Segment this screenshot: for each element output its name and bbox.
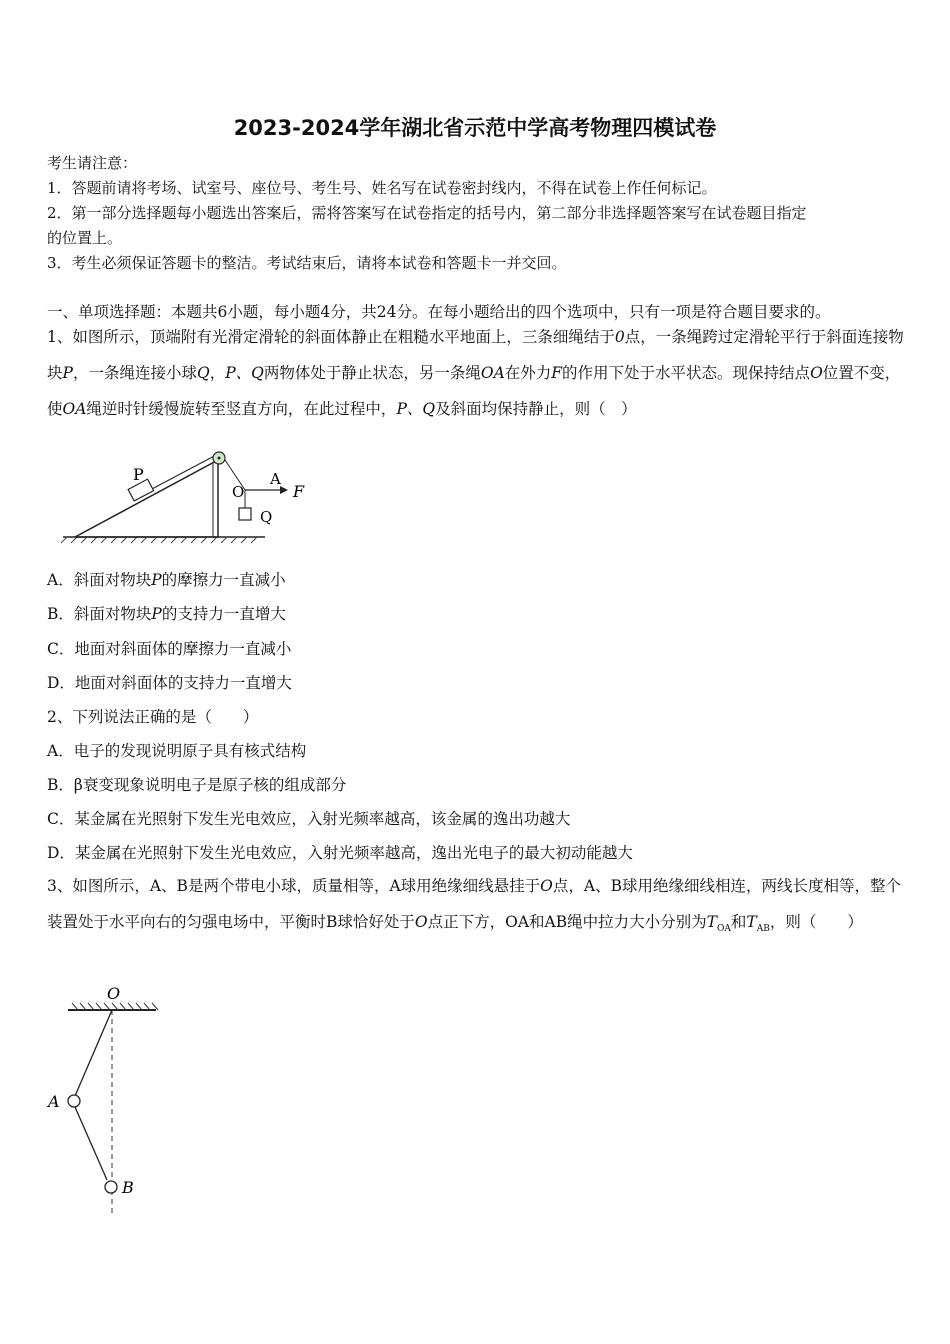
q1-option-d: D．地面对斜面体的支持力一直增大 xyxy=(47,674,292,692)
label-f: F xyxy=(293,482,305,501)
question-1-stem: 1、如图所示，顶端附有光滑定滑轮的斜面体静止在粗糙水平地面上，三条细绳结于0点，一条绳跨过定滑轮平行于斜面连接物块P，一条绳连接小球Q，P、Q两物体处于静止状态，另一条绳OA在外力F的作用下处于水平状态。现保持结点O位置不变，使OA绳逆时针缓慢旋转至竖直方向，在此过程中，P、Q及斜面均保持静止，则（ ） xyxy=(47,328,904,418)
q2-option-a: A．电子的发现说明原子具有核式结构 xyxy=(47,742,307,760)
q1-option-b: B．斜面对物块P的支持力一直增大 xyxy=(47,605,286,623)
page-title: 2023-2024学年湖北省示范中学高考物理四模试卷 xyxy=(233,116,717,140)
charged-balls-figure xyxy=(40,982,170,1217)
q1-option-c: C．地面对斜面体的摩擦力一直减小 xyxy=(47,640,292,658)
label-o: O xyxy=(107,984,121,1003)
notice-heading: 考生请注意： xyxy=(47,154,138,172)
question-2-stem: 2、下列说法正确的是（ ） xyxy=(47,708,259,726)
incline-pulley-figure xyxy=(55,440,325,550)
label-o: O xyxy=(232,483,245,501)
notice-item-2: 2．第一部分选择题每小题选出答案后，需将答案写在试卷指定的括号内，第二部分非选择题答案写在试卷题目指定 xyxy=(47,204,807,222)
notice-item-2-cont: 的位置上。 xyxy=(47,229,123,247)
section-heading: 一、单项选择题：本题共6小题，每小题4分，共24分。在每小题给出的四个选项中，只有一项是符合题目要求的。 xyxy=(47,303,831,321)
q2-option-d: D．某金属在光照射下发生光电效应，入射光频率越高，逸出光电子的最大初动能越大 xyxy=(47,844,633,862)
q2-option-c: C．某金属在光照射下发生光电效应，入射光频率越高，该金属的逸出功越大 xyxy=(47,810,571,828)
label-a: A xyxy=(48,1092,60,1111)
question-3-stem: 3、如图所示，A、B是两个带电小球，质量相等，A球用绝缘细线悬挂于O点，A、B球用绝缘细线相连，两线长度相等，整个装置处于水平向右的匀强电场中，平衡时B球恰好处于O点正下方，OA和AB绳中拉力大小分别为$T_{OA}$和$T_{AB}$，则（ ） xyxy=(47,877,901,935)
notice-item-1: 1．答题前请将考场、试室号、座位号、考生号、姓名写在试卷密封线内，不得在试卷上作任何标记。 xyxy=(47,179,717,197)
label-q: Q xyxy=(260,508,273,526)
label-b: B xyxy=(122,1178,134,1197)
label-p: P xyxy=(133,465,144,484)
q1-option-a: A．斜面对物块P的摩擦力一直减小 xyxy=(47,571,286,589)
q2-option-b: B．β衰变现象说明电子是原子核的组成部分 xyxy=(47,776,347,794)
notice-item-3: 3．考生必须保证答题卡的整洁。考试结束后，请将本试卷和答题卡一并交回。 xyxy=(47,254,567,272)
label-a: A xyxy=(270,470,281,488)
